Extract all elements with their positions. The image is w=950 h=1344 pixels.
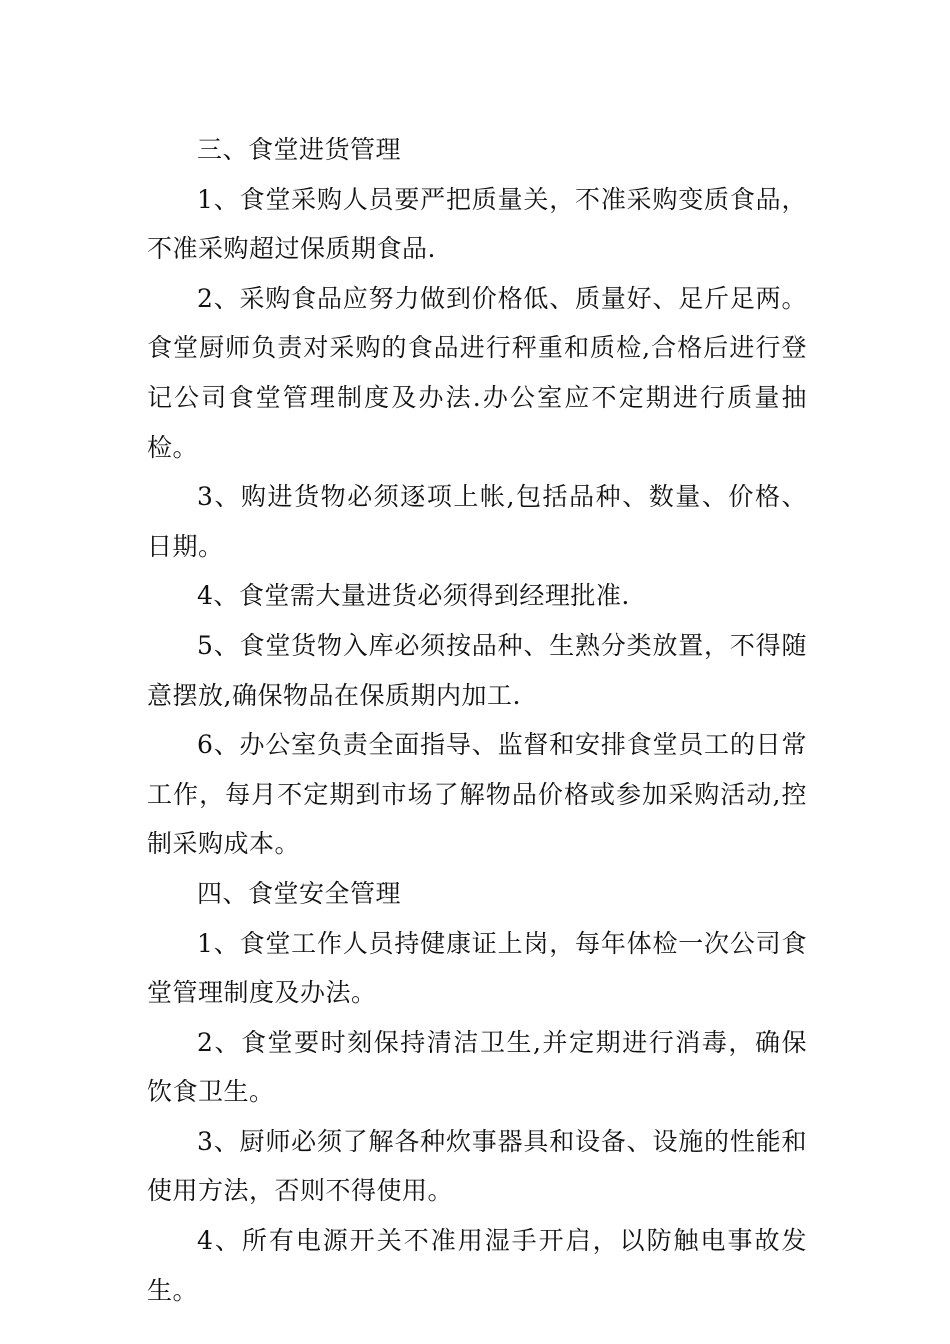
paragraph-purchasing-5: 5、食堂货物入库必须按品种、生熟分类放置，不得随意摆放,确保物品在保质期内加工.: [147, 630, 807, 710]
paragraph-safety-3: 3、厨师必须了解各种炊事器具和设备、设施的性能和使用方法，否则不得使用。: [147, 1126, 807, 1206]
section-heading-purchasing: 三、食堂进货管理: [197, 135, 402, 164]
paragraph-purchasing-3: 3、购进货物必须逐项上帐,包括品种、数量、价格、日期。: [147, 482, 807, 561]
paragraph-purchasing-2: 2、采购食品应努力做到价格低、质量好、足斤足两。食堂厨师负责对采购的食品进行秤重和质检,合格后进行登记公司食堂管理制度及办法.办公室应不定期进行质量抽检。: [147, 283, 807, 462]
paragraph-safety-1: 1、食堂工作人员持健康证上岗，每年体检一次公司食堂管理制度及办法。: [147, 928, 807, 1008]
paragraph-purchasing-1: 1、食堂采购人员要严把质量关，不准采购变质食品，不准采购超过保质期食品.: [147, 184, 807, 264]
paragraph-safety-2: 2、食堂要时刻保持清洁卫生,并定期进行消毒，确保饮食卫生。: [147, 1027, 807, 1107]
paragraph-safety-4: 4、所有电源开关不准用湿手开启，以防触电事故发生。: [147, 1226, 807, 1305]
document-body: [147, 125, 807, 1315]
paragraph-purchasing-4: 4、食堂需大量进货必须得到经理批准.: [197, 581, 630, 611]
paragraph-purchasing-6: 6、办公室负责全面指导、监督和安排食堂员工的日常工作，每月不定期到市场了解物品价格或参加采购活动,控制采购成本。: [147, 730, 807, 859]
section-heading-safety: 四、食堂安全管理: [197, 878, 402, 908]
